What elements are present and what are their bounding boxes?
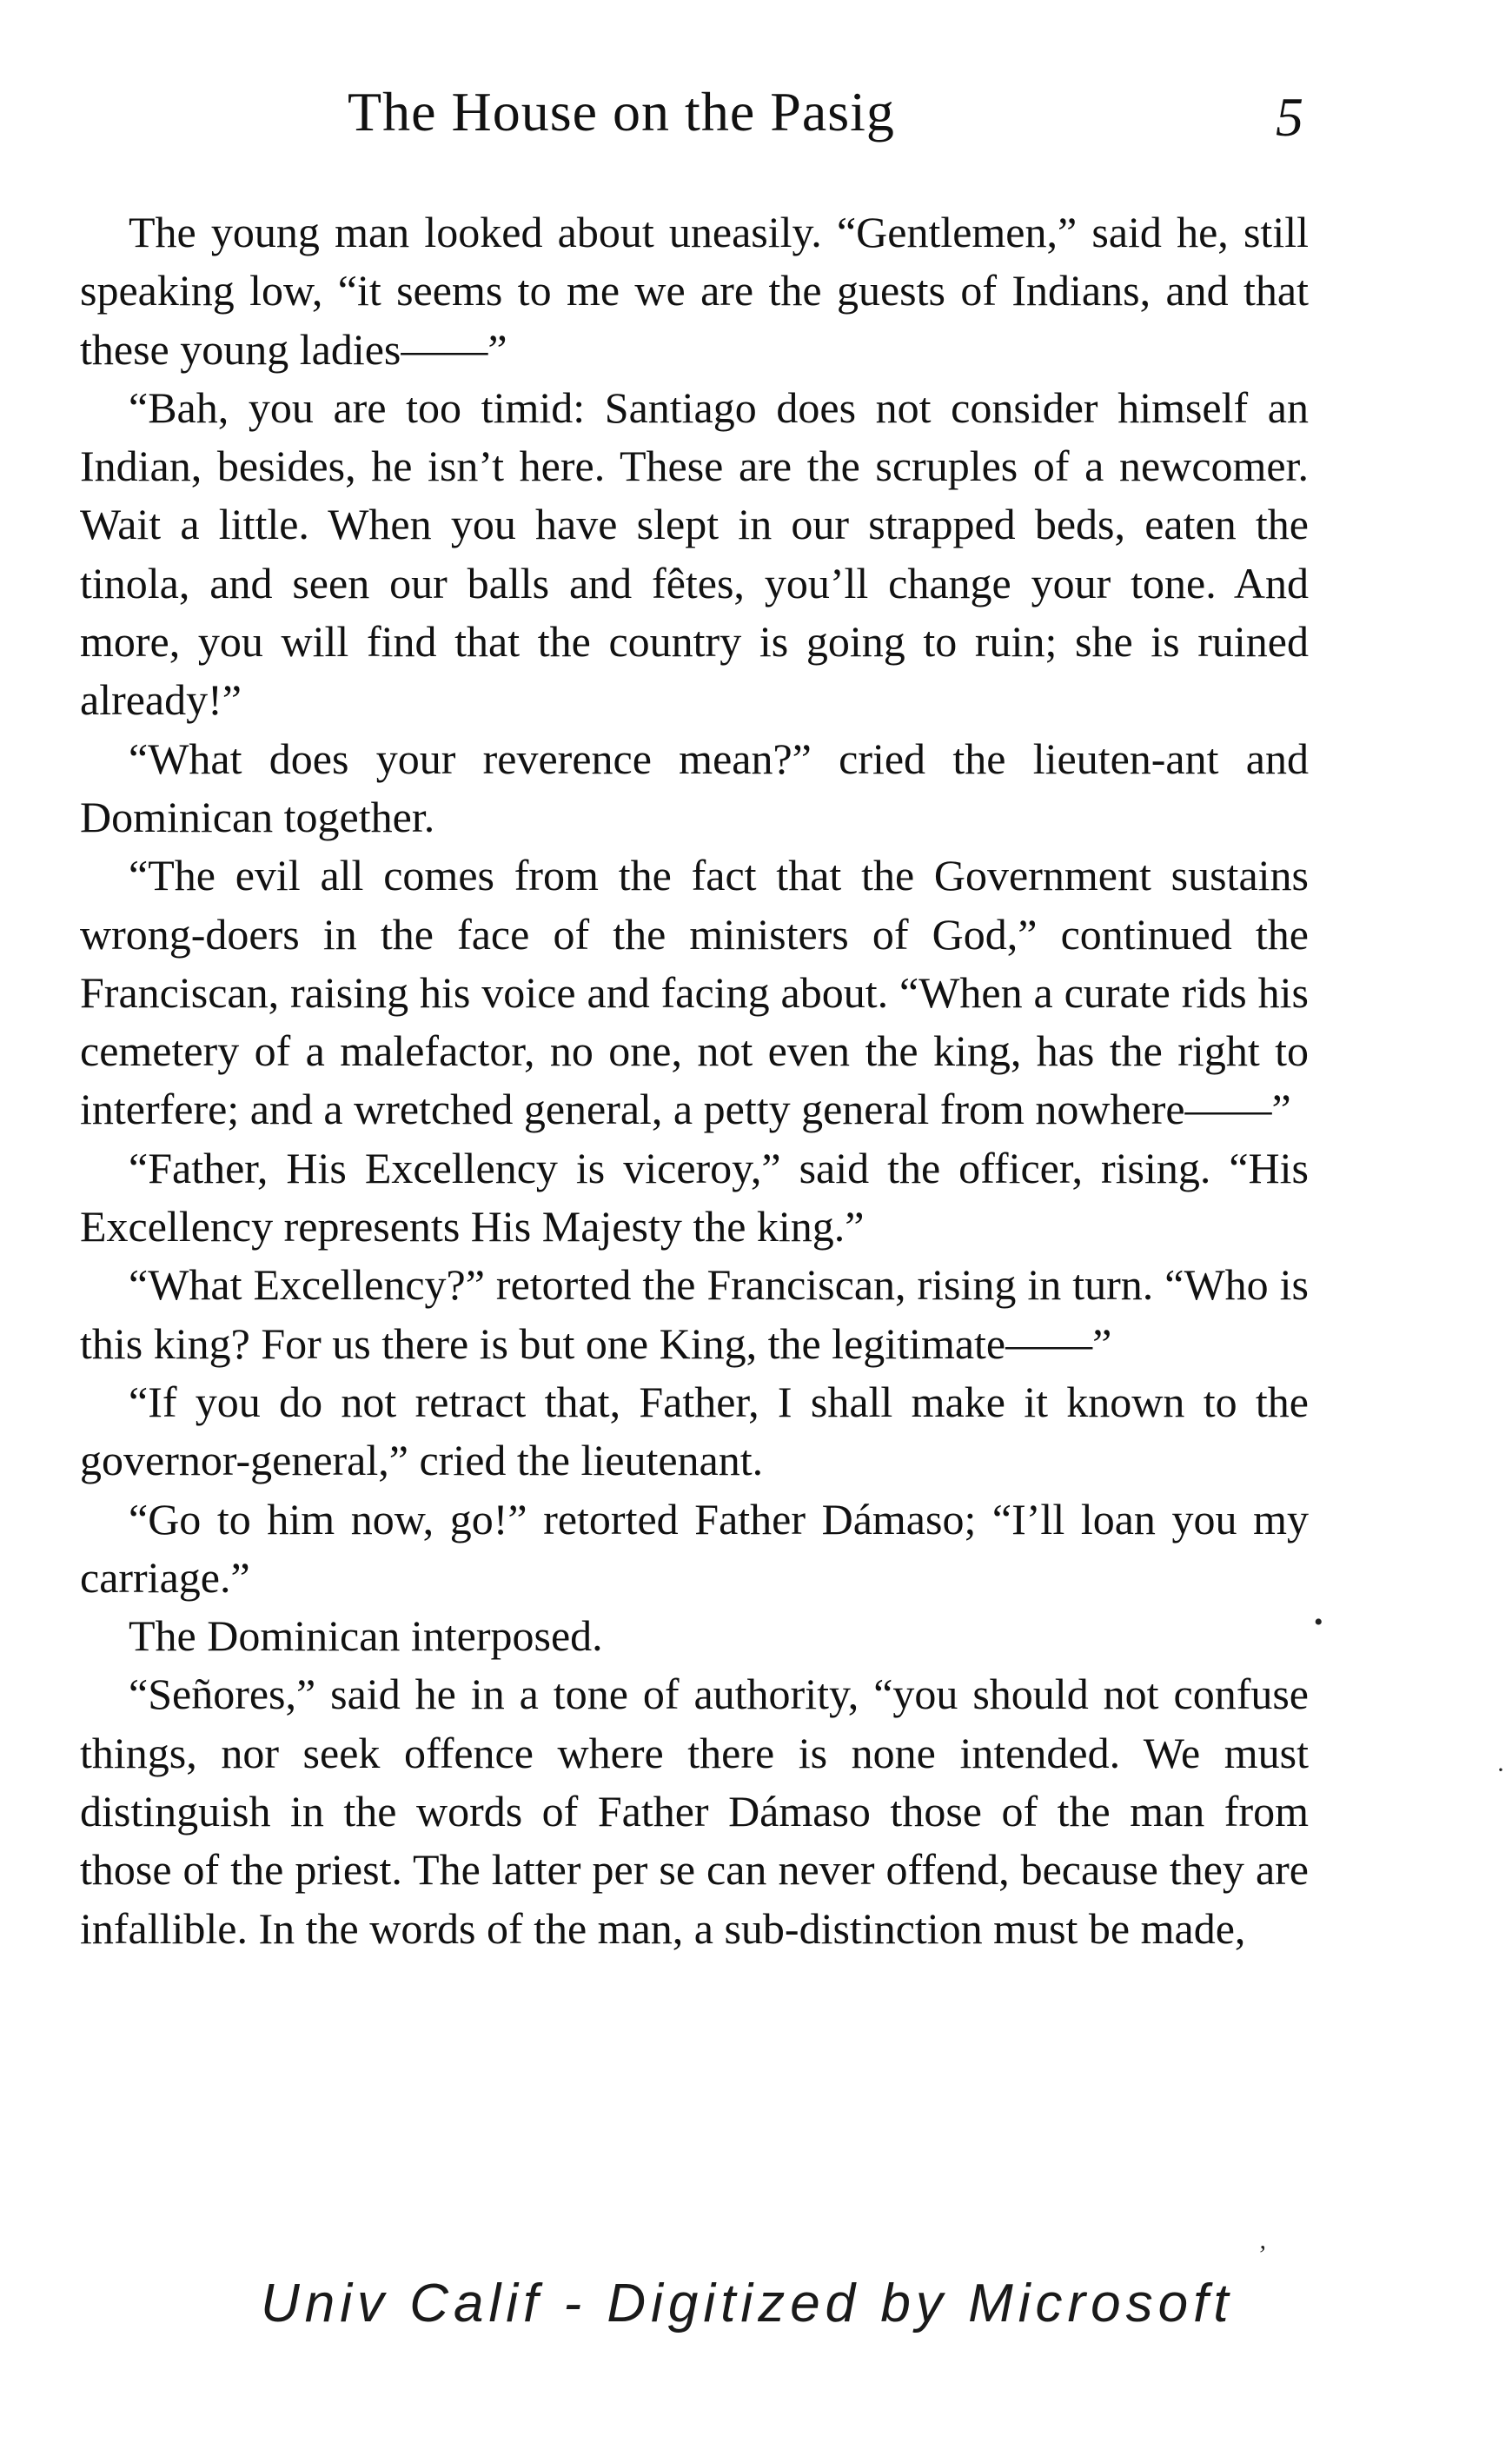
running-title: The House on the Pasig (348, 81, 895, 143)
page-number: 5 (1276, 86, 1303, 148)
paragraph: “The evil all comes from the fact that the Government sustains wrong-doers in the face of the ministers of God,” continued the Franciscan, raising his voice and facing about. “When a curate rids his cemetery of a malefactor, no one, not even the king, has the right to interfere; and a wretched general, a petty general from nowhere——” (80, 851, 1309, 1134)
paragraph: “If you do not retract that, Father, I shall make it known to the governor-general,” cried the lieutenant. (80, 1377, 1309, 1485)
paragraph: “Father, His Excellency is viceroy,” said the officer, rising. “His Excellency represents His Majesty the king.” (80, 1143, 1309, 1251)
paragraph: “Go to him now, go!” retorted Father Dámaso; “I’ll loan you my carriage.” (80, 1494, 1309, 1602)
body-text (80, 203, 1309, 1958)
stray-dot-mark: · (1496, 1756, 1505, 1784)
paragraph: The Dominican interposed. (129, 1611, 603, 1661)
stray-tick-mark: ʼ (1257, 2241, 1265, 2269)
stray-dot-mark: • (1314, 1608, 1323, 1636)
running-head (0, 80, 1512, 149)
paragraph: The young man looked about uneasily. “Gentlemen,” said he, still speaking low, “it seems to me we are the guests of Indians, and that these young ladies——” (80, 208, 1309, 374)
digitization-watermark: Univ Calif - Digitized by Microsoft (261, 2274, 1234, 2333)
paragraph: “What does your reverence mean?” cried the lieuten-ant and Dominican together. (80, 734, 1309, 841)
paragraph: “Señores,” said he in a tone of authority, “you should not confuse things, nor seek offence where there is none intended. We must distinguish in the words of Father Dámaso those of the man from those of the priest. The latter per se can never offend, because they are infallible. In the words of the man, a sub-distinction must be made, (80, 1670, 1309, 1953)
paragraph: “Bah, you are too timid: Santiago does not consider himself an Indian, besides, he isn’t here. These are the scruples of a newcomer. Wait a little. When you have slept in our strapped beds, eaten the tinola, and seen our balls and fêtes, you’ll change your tone. And more, you will find that the country is going to ruin; she is ruined already!” (80, 382, 1309, 725)
paragraph: “What Excellency?” retorted the Franciscan, rising in turn. “Who is this king? For us there is but one King, the legitimate——” (80, 1260, 1309, 1368)
